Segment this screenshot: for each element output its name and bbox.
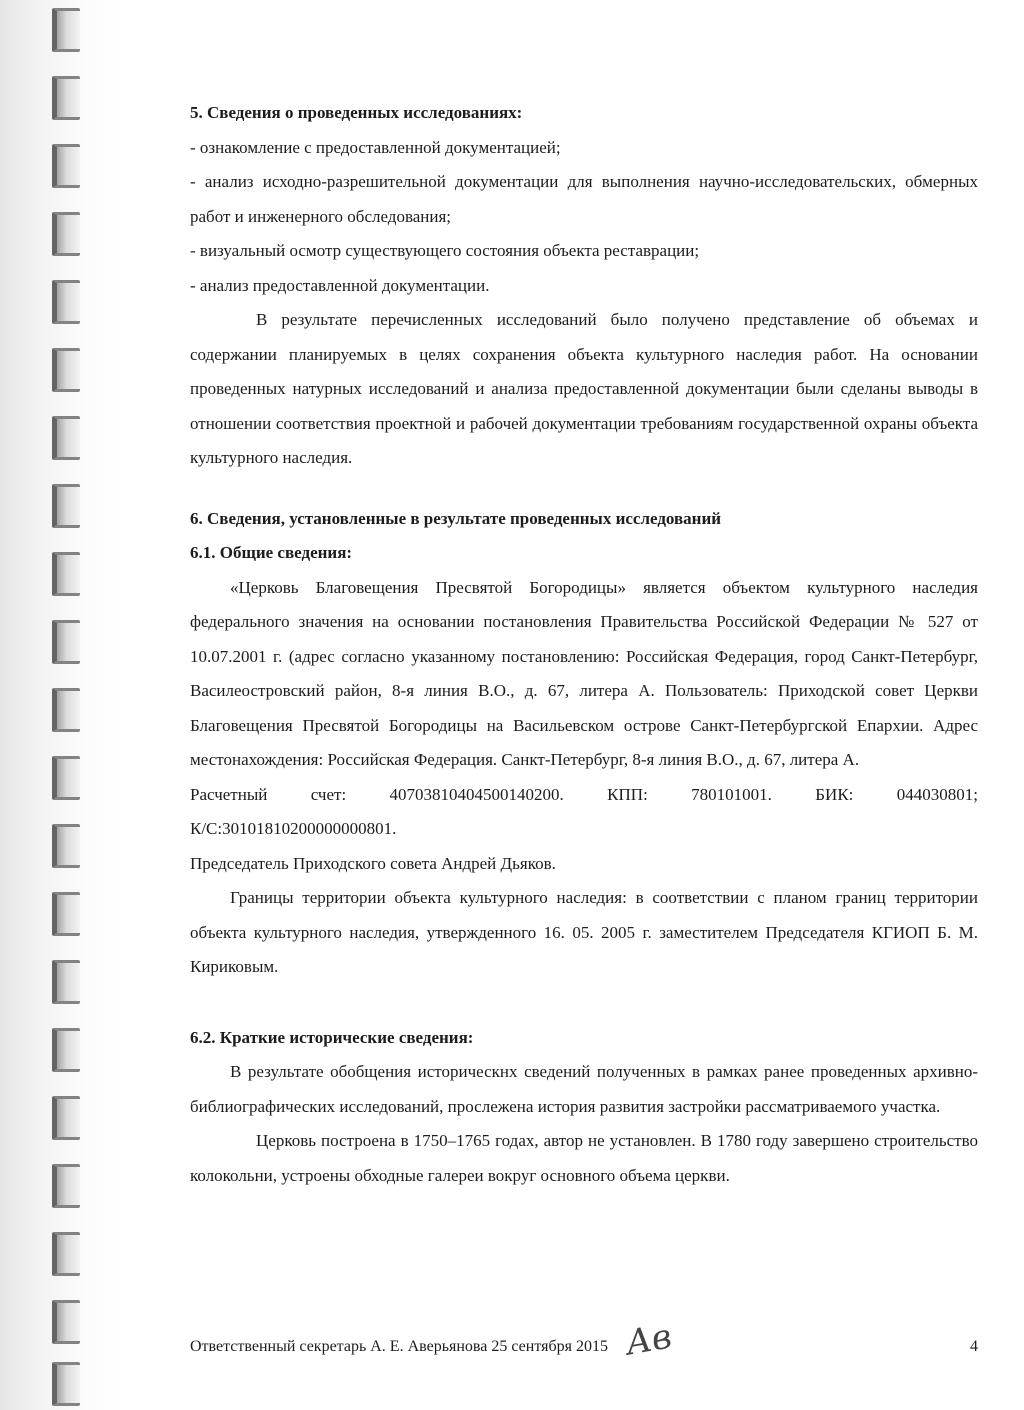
korr-account-line: К/С:30101810200000000801. xyxy=(190,819,397,838)
binding-ring xyxy=(52,348,80,392)
section-6-heading: 6. Сведения, установленные в результате проведенных исследований xyxy=(190,508,722,528)
handwritten-signature: Ав xyxy=(622,1316,675,1364)
history-paragraph: Церковь построена в 1750–1765 годах, автор не установлен. В 1780 году завершено строительство колокольни, устроены обходные галереи вокруг основного объема церкви. xyxy=(190,1131,978,1185)
binding-ring xyxy=(52,892,80,936)
page-footer xyxy=(190,1316,978,1364)
document-page xyxy=(190,96,978,1193)
binding-ring xyxy=(52,756,80,800)
footer-signatory xyxy=(190,1316,675,1364)
binding-ring xyxy=(52,824,80,868)
account-line: Расчетный счет: 40703810404500140200. КПП: 780101001. БИК: 044030801; xyxy=(190,784,978,804)
binding-ring xyxy=(52,212,80,256)
spacer xyxy=(190,476,978,502)
section-6-1-paragraph: «Церковь Благовещения Пресвятой Богородицы» является объектом культурного наследия федерального значения на основании постановления Правительства Российской Федерации № 527 от 10.07.2001 г. (адрес согласно указанному постановлению: Российская Федерация, город Санкт-Петербург, Василеостровский район, 8-я линия В.О., д. 67, литера А. Пользователь: Приходской совет Церкви Благовещения Пресвятой Богородицы на Васильевском острове Санкт-Петербургской Епархии. Адрес местонахождения: Российская Федерация. Санкт-Петербург, 8-я линия В.О., д. 67, литера А. xyxy=(190,577,978,769)
binding-ring xyxy=(52,1096,80,1140)
section-5-heading: 5. Сведения о проведенных исследованиях: xyxy=(190,103,523,122)
binding-strip xyxy=(0,0,120,1410)
binding-ring xyxy=(52,1362,80,1406)
binding-ring xyxy=(52,688,80,732)
section-6-1-heading: 6.1. Общие сведения: xyxy=(190,543,353,562)
page-number: 4 xyxy=(970,1338,978,1355)
binding-ring xyxy=(52,8,80,52)
binding-ring xyxy=(52,960,80,1004)
binding-ring xyxy=(52,144,80,188)
borders-paragraph: Границы территории объекта культурного наследия: в соответствии с планом границ территории объекта культурного наследия, утвержденного 16. 05. 2005 г. заместителем Председателя КГИОП Б. М. Кириковым. xyxy=(190,888,978,976)
chairman-line: Председатель Приходского совета Андрей Дьяков. xyxy=(190,853,556,873)
signatory-text: Ответственный секретарь А. Е. Аверьянова 25 сентября 2015 xyxy=(190,1338,608,1355)
binding-ring xyxy=(52,1028,80,1072)
list-item: - ознакомление с предоставленной документацией; xyxy=(190,137,561,157)
binding-ring xyxy=(52,76,80,120)
spacer xyxy=(190,985,978,1021)
binding-ring xyxy=(52,1300,80,1344)
binding-ring xyxy=(52,1164,80,1208)
binding-ring xyxy=(52,280,80,324)
binding-ring xyxy=(52,1232,80,1276)
list-item: - анализ исходно-разрешительной документации для выполнения научно-исследовательских, обмерных работ и инженерного обследования; xyxy=(190,172,978,226)
binding-ring xyxy=(52,620,80,664)
binding-ring xyxy=(52,484,80,528)
binding-ring xyxy=(52,552,80,596)
list-item: - визуальный осмотр существующего состояния объекта реставрации; xyxy=(190,241,700,260)
history-paragraph: В результате обобщения историческнх сведений полученных в рамках ранее проведенных архивно-библиографических исследований, прослежена история развития застройки рассматриваемого участка. xyxy=(190,1062,978,1116)
binding-ring xyxy=(52,416,80,460)
section-5-paragraph: В результате перечисленных исследований было получено представление об объемах и содержании планируемых в целях сохранения объекта культурного наследия работ. На основании проведенных натурных исследований и анализа предоставленной документации были сделаны выводы в отношении соответствия проектной и рабочей документации требованиям государственной охраны объекта культурного наследия. xyxy=(190,310,978,467)
section-6-2-heading: 6.2. Краткие исторические сведения: xyxy=(190,1027,474,1047)
list-item: - анализ предоставленной документации. xyxy=(190,275,490,295)
